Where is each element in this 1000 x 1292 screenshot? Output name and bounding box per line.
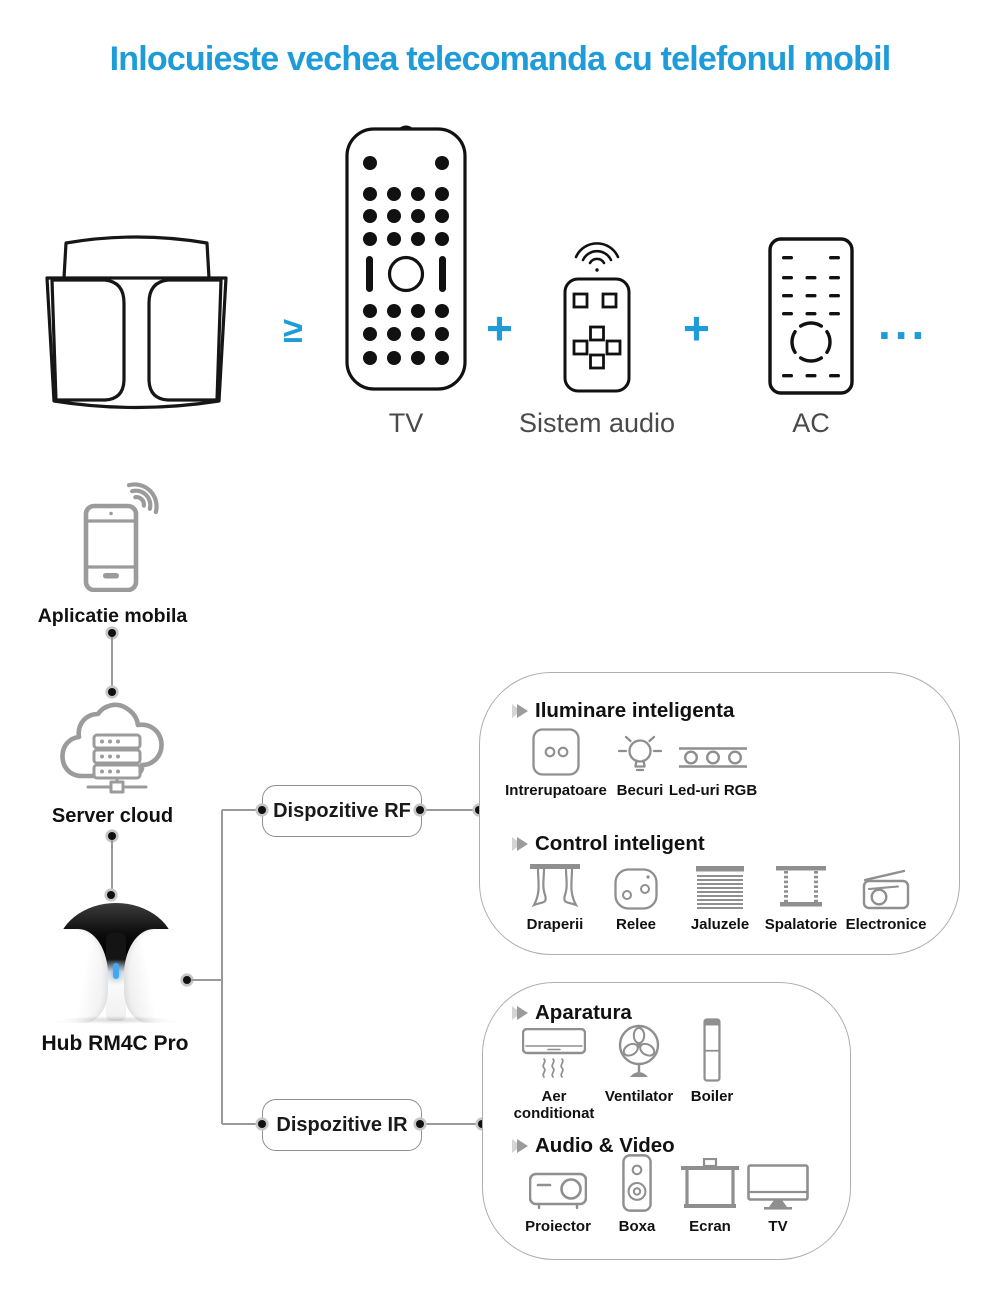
connector-node bbox=[258, 1120, 266, 1128]
cloud-label: Server cloud bbox=[51, 805, 174, 827]
drying-rack-icon bbox=[775, 866, 827, 910]
rf-item-spalatorie: Spalatorie bbox=[756, 860, 846, 933]
light-bulb-icon bbox=[618, 730, 662, 776]
hub-device-lineart-icon bbox=[45, 233, 228, 411]
connector-line bbox=[222, 809, 262, 810]
connector-node bbox=[107, 891, 115, 899]
connector-node bbox=[108, 832, 116, 840]
ir-devices-box-label: Dispozitive IR bbox=[276, 1113, 408, 1136]
fan-icon bbox=[616, 1024, 662, 1082]
rf-devices-box-label: Dispozitive RF bbox=[273, 799, 411, 822]
radio-icon bbox=[862, 868, 910, 910]
audio-remote-icon bbox=[561, 233, 633, 395]
air-conditioner-icon bbox=[522, 1028, 586, 1082]
rf-item-intrerupatoare: Intrerupatoare bbox=[503, 726, 609, 799]
audio-remote-label: Sistem audio bbox=[518, 408, 676, 438]
screen-icon bbox=[681, 1158, 739, 1212]
hub-left-panel bbox=[50, 929, 108, 1023]
connector-line bbox=[111, 637, 112, 690]
rf-item-jaluzele: Jaluzele bbox=[678, 860, 762, 933]
connector-line bbox=[420, 1123, 482, 1124]
ir-devices-box bbox=[262, 1099, 422, 1151]
connector-node bbox=[416, 806, 424, 814]
section-marker-icon bbox=[512, 1006, 528, 1020]
blinds-icon bbox=[696, 866, 744, 910]
speaker-icon bbox=[621, 1154, 653, 1212]
connector-node bbox=[258, 806, 266, 814]
rf-item-electronice: Electronice bbox=[834, 860, 938, 933]
curtains-icon bbox=[530, 864, 580, 910]
connector-line bbox=[420, 809, 479, 810]
hub-led-indicator bbox=[113, 963, 119, 979]
section-marker-icon bbox=[512, 704, 528, 718]
ellipsis-symbol: ... bbox=[878, 297, 929, 349]
wall-switch-icon bbox=[532, 728, 580, 776]
projector-icon bbox=[529, 1170, 587, 1212]
ir-item-boiler: Boiler bbox=[676, 1026, 748, 1105]
connector-line bbox=[222, 1123, 262, 1124]
section-marker-icon bbox=[512, 1139, 528, 1153]
tv-icon bbox=[747, 1164, 809, 1212]
connector-line bbox=[111, 840, 112, 892]
rf-item-draperii: Draperii bbox=[505, 860, 605, 933]
connector-line bbox=[191, 979, 222, 980]
ac-remote-icon bbox=[768, 237, 854, 395]
smartphone-icon bbox=[83, 472, 167, 592]
plus-symbol-2: + bbox=[683, 302, 710, 354]
tv-remote-label: TV bbox=[388, 408, 424, 438]
section-marker-icon bbox=[512, 837, 528, 851]
hub-shadow bbox=[60, 1016, 172, 1024]
rf-devices-box bbox=[262, 785, 422, 837]
connector-node bbox=[108, 629, 116, 637]
plus-symbol-1: + bbox=[486, 302, 513, 354]
rf-item-led-uri-rgb: Led-uri RGB bbox=[661, 726, 765, 799]
section-header-aparatura: Aparatura bbox=[512, 1001, 632, 1025]
rf-item-relee: Relee bbox=[598, 860, 674, 933]
ir-item-ecran: Ecran bbox=[672, 1162, 748, 1235]
ir-item-boxa: Boxa bbox=[604, 1162, 670, 1235]
connector-node bbox=[416, 1120, 424, 1128]
ac-remote-label: AC bbox=[792, 408, 830, 438]
rf-item-becuri: Becuri bbox=[598, 726, 682, 799]
connector-line bbox=[221, 810, 222, 1124]
hub-label: Hub RM4C Pro bbox=[41, 1032, 189, 1055]
tv-remote-icon bbox=[345, 123, 467, 395]
ir-item-ventilator: Ventilator bbox=[596, 1026, 682, 1105]
app-label: Aplicatie mobila bbox=[37, 605, 188, 627]
greater-equal-symbol: ≥ bbox=[283, 309, 303, 350]
connector-node bbox=[108, 688, 116, 696]
ir-item-aer-conditionat: Aer conditionat bbox=[506, 1026, 602, 1123]
led-strip-icon bbox=[679, 747, 747, 768]
hub-device-photo bbox=[50, 903, 182, 1023]
ir-item-tv: TV bbox=[744, 1162, 812, 1235]
cloud-server-icon bbox=[58, 697, 166, 799]
section-header-iluminare: Iluminare inteligenta bbox=[512, 699, 734, 723]
section-header-audio-video: Audio & Video bbox=[512, 1134, 675, 1158]
relay-icon bbox=[614, 868, 658, 910]
ir-item-proiector: Proiector bbox=[506, 1162, 610, 1235]
connector-node bbox=[183, 976, 191, 984]
hub-right-panel bbox=[124, 929, 182, 1023]
section-header-control: Control inteligent bbox=[512, 832, 705, 856]
page-title: Inlocuieste vechea telecomanda cu telefonul mobil bbox=[109, 40, 891, 78]
boiler-icon bbox=[702, 1018, 722, 1082]
